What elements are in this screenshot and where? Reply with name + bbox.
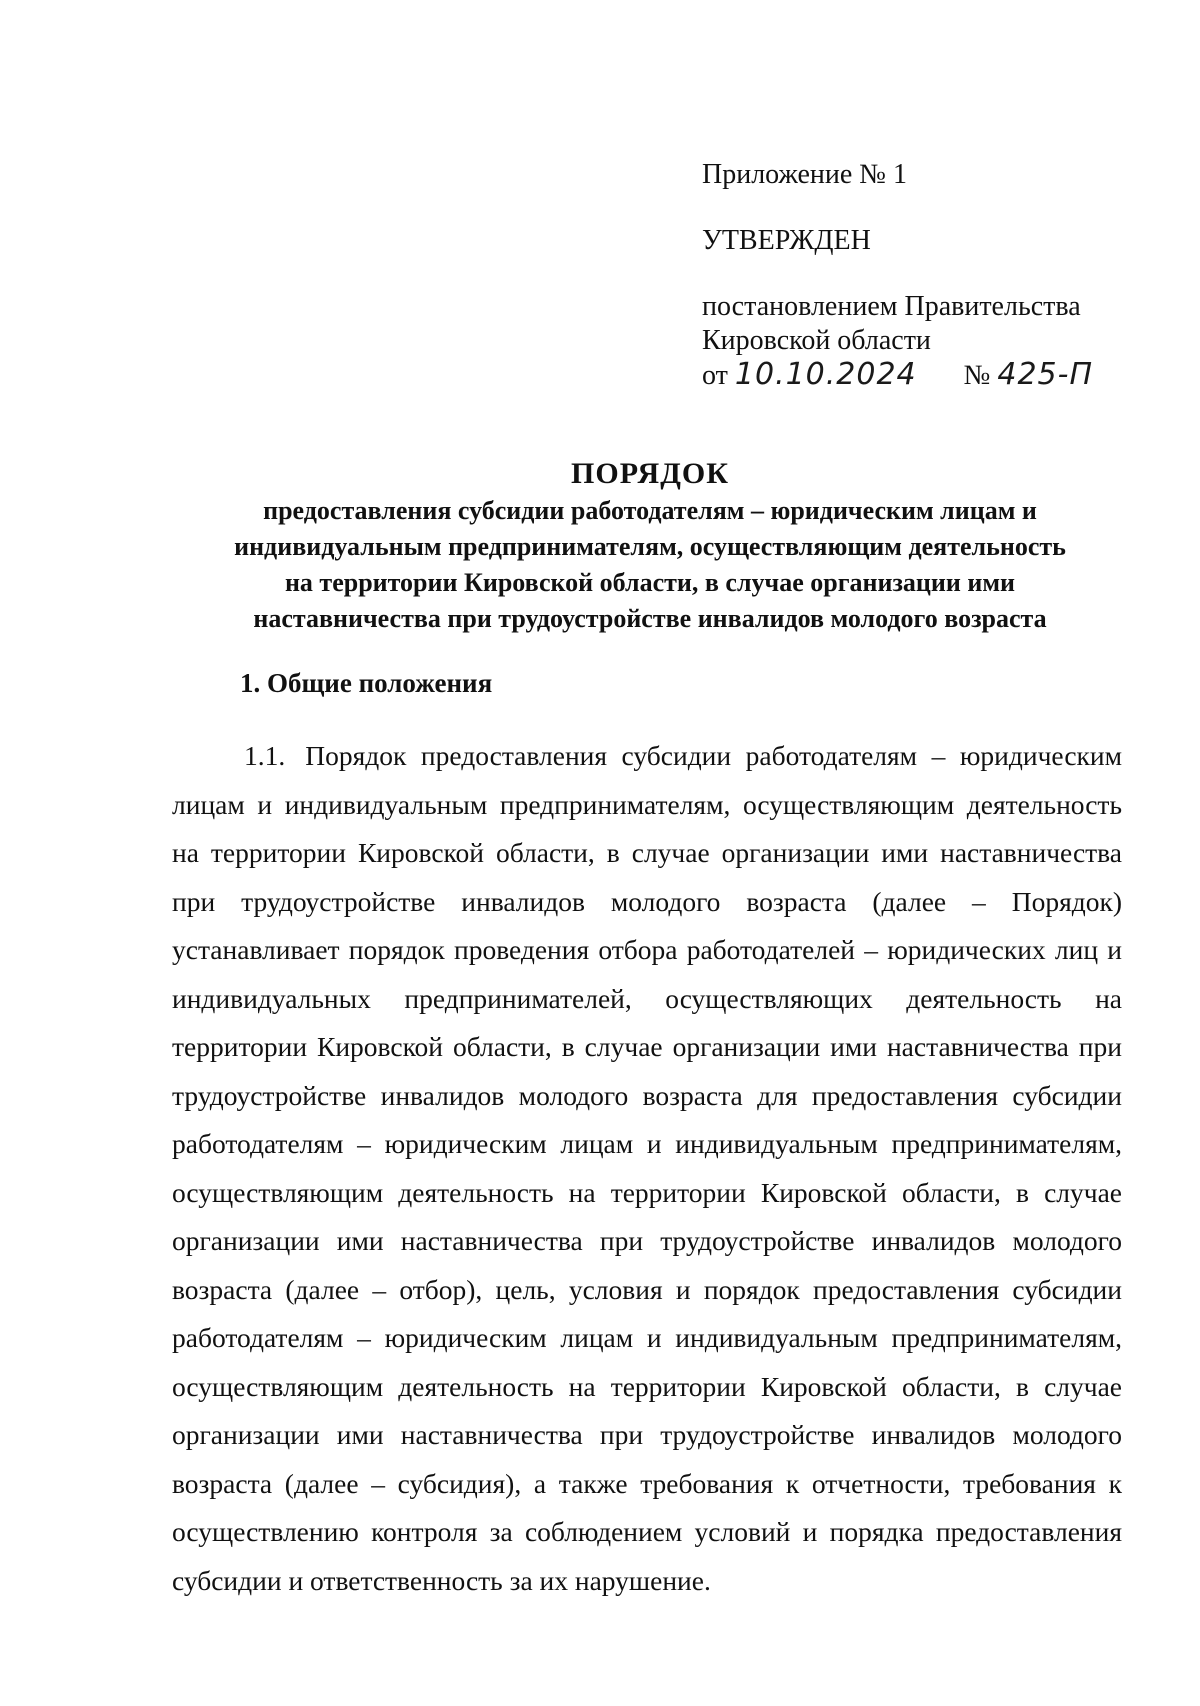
number-prefix: № [963, 360, 991, 391]
document-title [180, 455, 1120, 637]
approved-label: УТВЕРЖДЕН [702, 225, 871, 256]
appendix-label: Приложение № 1 [702, 159, 907, 190]
title-sub-line-2: индивидуальным предпринимателям, осуществляющим деятельность [234, 532, 1066, 561]
handwritten-number: 425-П [997, 357, 1094, 392]
title-sub-line-3: на территории Кировской области, в случае организации ими [284, 568, 1016, 597]
clause-text: Порядок предоставления субсидии работодателям – юридическим лицам и индивидуальным предпринимателям, осуществляющим деятельность на территории Кировской области, в случае организации ими наставничества при трудоустройстве инвалидов молодого возраста (далее – Порядок) устанавливает порядок проведения отбора работодателей – юридических лиц и индивидуальных предпринимателей, осуществляющих деятельность на территории Кировской области, в случае организации ими наставничества при трудоустройстве инвалидов молодого возраста для предоставления субсидии работодателям – юридическим лицам и индивидуальным предпринимателям, осуществляющим деятельность на территории Кировской области, в случае организации ими наставничества при трудоустройстве инвалидов молодого возраста (далее – отбор), цель, условия и порядок предоставления субсидии работодателям – юридическим лицам и индивидуальным предпринимателям, осуществляющим деятельность на территории Кировской области, в случае организации ими наставничества при трудоустройстве инвалидов молодого возраста (далее – субсидия), а также требования к отчетности, требования к осуществлению контроля за соблюдением условий и порядка предоставления субсидии и ответственность за их нарушение. [172, 740, 1122, 1596]
title-sub-line-4: наставничества при трудоустройстве инвалидов молодого возраста [253, 604, 1047, 633]
title-main: ПОРЯДОК [571, 457, 729, 490]
approved-by-line-1: постановлением Правительства [702, 291, 1081, 322]
date-number-row [702, 358, 1093, 393]
handwritten-date: 10.10.2024 [734, 357, 917, 392]
clause-paragraph [172, 732, 1122, 1605]
clause-number: 1.1. [244, 740, 286, 771]
title-subtitle [180, 493, 1120, 637]
approval-block [702, 158, 1093, 393]
title-sub-line-1: предоставления субсидии работодателям – юридическим лицам и [263, 496, 1037, 525]
section-heading: 1. Общие положения [240, 668, 493, 698]
approved-by-line-2: Кировской области [702, 325, 931, 356]
date-prefix: от [702, 360, 728, 391]
